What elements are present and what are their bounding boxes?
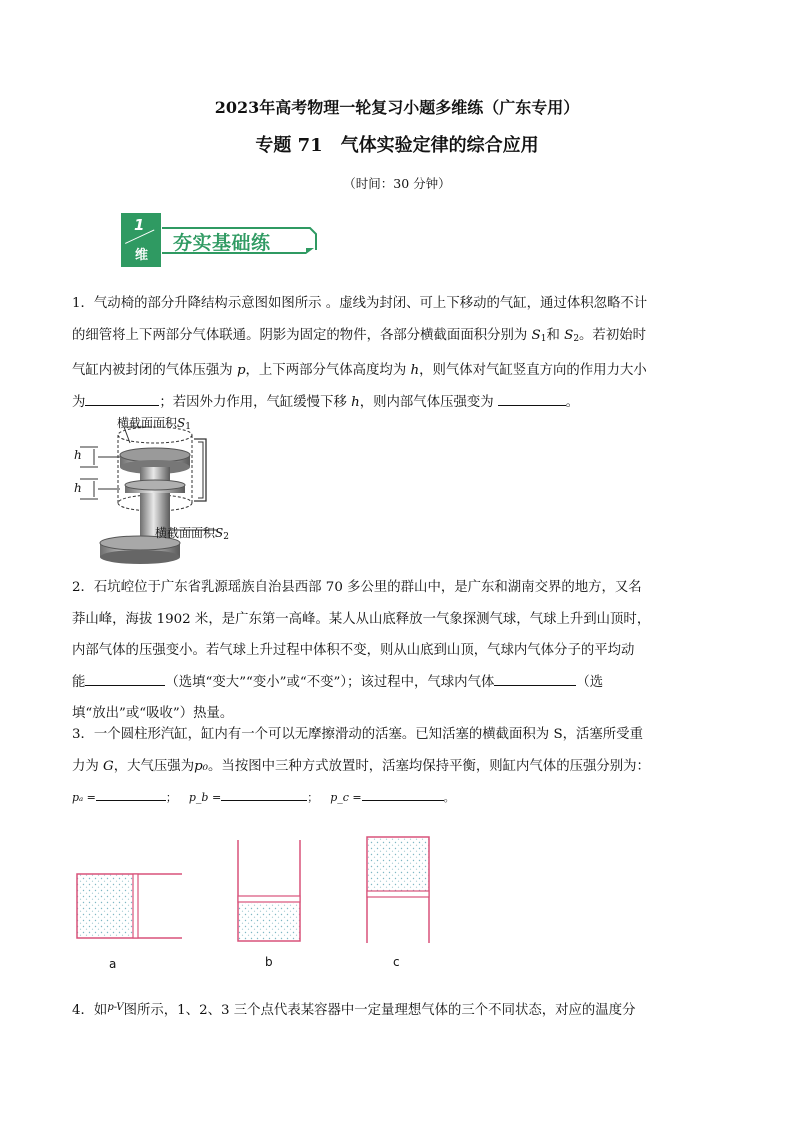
q3-line3: pₐ = ； p_b = ； p_c = 。 — [72, 782, 724, 814]
q3-blank-c[interactable] — [362, 786, 444, 801]
q2-line1: 2．石坑崆位于广东省乳源瑶族自治县西部 70 多公里的群山中，是广东和湖南交界的地方，又名 — [72, 580, 642, 595]
banner-badge — [121, 213, 161, 267]
label-c: c — [393, 955, 400, 969]
question-3 — [72, 719, 724, 814]
q1-line4: 为 ；若因外力作用，气缸缓慢下移 h，则内部气体压强变为 。 — [72, 387, 724, 419]
q2-line4: 能 （选填“变大”“变小”或“不变”）；该过程中，气球内气体 （选 — [72, 667, 724, 699]
fig-h-upper: h — [74, 448, 82, 462]
banner-badge-text: 维 — [135, 248, 149, 263]
q1-line3: 气缸内被封闭的气体压强为 p，上下两部分气体高度均为 h，则气体对气缸竖直方向的作用力大小 — [72, 363, 647, 378]
time-note: （时间：30 分钟） — [343, 176, 451, 191]
q1-line2: 的细管将上下两部分气体联通。阴影为固定的物件，各部分横截面面积分别为 $S_1$和 $S_2$。若初始时 — [72, 327, 646, 344]
cylinder-configurations — [70, 835, 450, 950]
fig-h-lower: h — [74, 481, 82, 495]
q1-s2: S — [564, 327, 574, 343]
q2-line2: 莽山峰，海拔 1902 米，是广东第一高峰。某人从山底释放一气象探测气球，气球上升到山顶时， — [72, 611, 651, 627]
q1-line1: 1．气动椅的部分升降结构示意图如图所示 。虚线为封闭、可上下移动的气缸，通过体积忽略不计 — [72, 296, 648, 311]
q2-blank-2[interactable] — [494, 671, 576, 686]
cylinder-c — [367, 837, 429, 943]
fig-label-s1: 横截面面积$S_1$ — [117, 416, 191, 432]
q1-s1: S — [531, 327, 541, 343]
doc-title: 2023年高考物理一轮复习小题多维练（广东专用） — [214, 98, 580, 117]
fig-label-s2: 横截面面积$S_2$ — [155, 526, 229, 542]
question-2 — [72, 572, 724, 730]
question-1 — [72, 288, 724, 418]
banner-badge-number: 1 — [134, 216, 145, 234]
q2-blank-1[interactable] — [85, 671, 165, 686]
topic-title: 专题 71 气体实验定律的综合应用 — [255, 135, 539, 156]
q2-line3: 内部气体的压强变小。若气球上升过程中体积不变，则从山底到山顶，气球内气体分子的平均动 — [72, 643, 635, 658]
q1-blank-1[interactable] — [85, 391, 159, 406]
q3-line2: 力为 G，大气压强为p₀。当按图中三种方式放置时，活塞均保持平衡，则缸内气体的压强分别为： — [72, 758, 650, 774]
q1-blank-2[interactable] — [498, 391, 566, 406]
question-4 — [72, 992, 724, 1027]
q2-line5: 填“放出”或“吸收”）热量。 — [72, 706, 234, 721]
label-b: b — [265, 955, 273, 969]
label-a: a — [109, 957, 117, 971]
banner-label: 夯实基础练 — [173, 232, 271, 254]
cylinder-a — [77, 874, 182, 938]
q3-line1: 3．一个圆柱形汽缸，缸内有一个可以无摩擦滑动的活塞。已知活塞的横截面积为 S，活塞所受重 — [72, 727, 643, 742]
q3-blank-b[interactable] — [221, 786, 307, 801]
cylinder-b — [238, 840, 300, 941]
q4-line1: 4．如$^{p-V}$图所示，1、2、3 三个点代表某容器中一定量理想气体的三个不同状态，对应的温度分 — [72, 1002, 636, 1018]
q3-blank-a[interactable] — [96, 786, 166, 801]
